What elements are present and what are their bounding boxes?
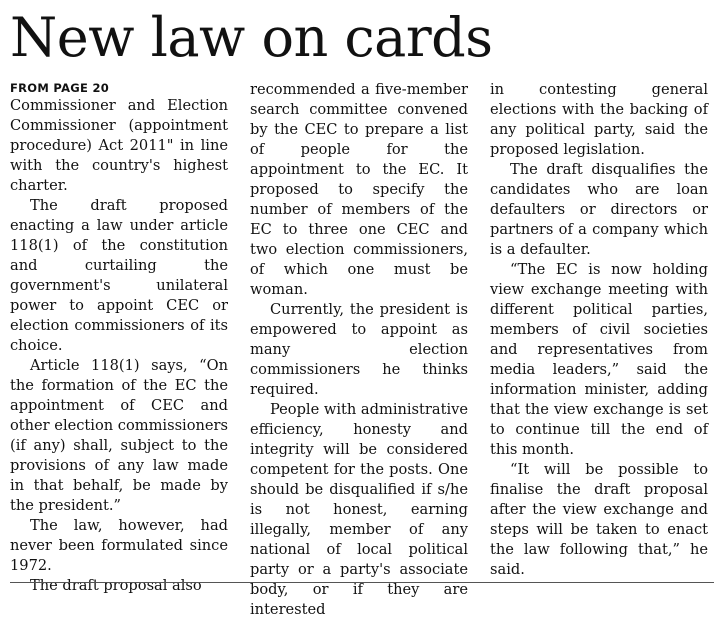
article-body [10, 80, 714, 618]
paragraph: recommended a five-member search committee convened by the CEC to prepare a list of people for the appointment to the EC. It proposed to specify the number of members of the EC to three one CEC and two election commissioners, of which one must be woman. [250, 81, 468, 298]
column-2 [250, 80, 468, 620]
paragraph: The law, however, had never been formulated since 1972. [10, 517, 228, 574]
paragraph: The draft proposed enacting a law under article 118(1) of the constitution and curtailing the government's unilateral power to appoint CEC or election commissioners of its choice. [10, 197, 228, 354]
paragraph: People with administrative efficiency, honesty and integrity will be considered competent for the posts. One should be disqualified if s/he is not honest, earning illegally, member of any national of local political party or a party's associate body, or if they are interested [250, 401, 468, 618]
paragraph: “The EC is now holding view exchange meeting with different political parties, members of civil societies and representatives from media leaders,” said the information minister, adding that the view exchange is set to continue till the end of this month. [490, 261, 708, 458]
headline: New law on cards [10, 6, 493, 69]
continued-from-kicker: FROM PAGE 20 [10, 81, 110, 95]
paragraph: in contesting general elections with the backing of any political party, said the proposed legislation. [490, 81, 708, 158]
bottom-divider [10, 582, 714, 583]
column-1 [10, 80, 228, 596]
paragraph: Article 118(1) says, “On the formation of the EC the appointment of CEC and other election commissioners (if any) shall, subject to the provisions of any law made in that behalf, be made by the president.” [10, 357, 229, 514]
paragraph: The draft disqualifies the candidates who are loan defaulters or directors or partners of a company which is a defaulter. [490, 161, 708, 258]
paragraph: Commissioner and Election Commissioner (appointment procedure) Act 2011" in line with the country's highest charter. [10, 97, 228, 194]
paragraph: The draft proposal also [30, 577, 202, 594]
paragraph: Currently, the president is empowered to appoint as many election commissioners he thinks required. [250, 301, 468, 398]
column-3 [490, 80, 708, 580]
paragraph: “It will be possible to finalise the draft proposal after the view exchange and steps will be taken to enact the law following that,” he said. [490, 461, 708, 578]
